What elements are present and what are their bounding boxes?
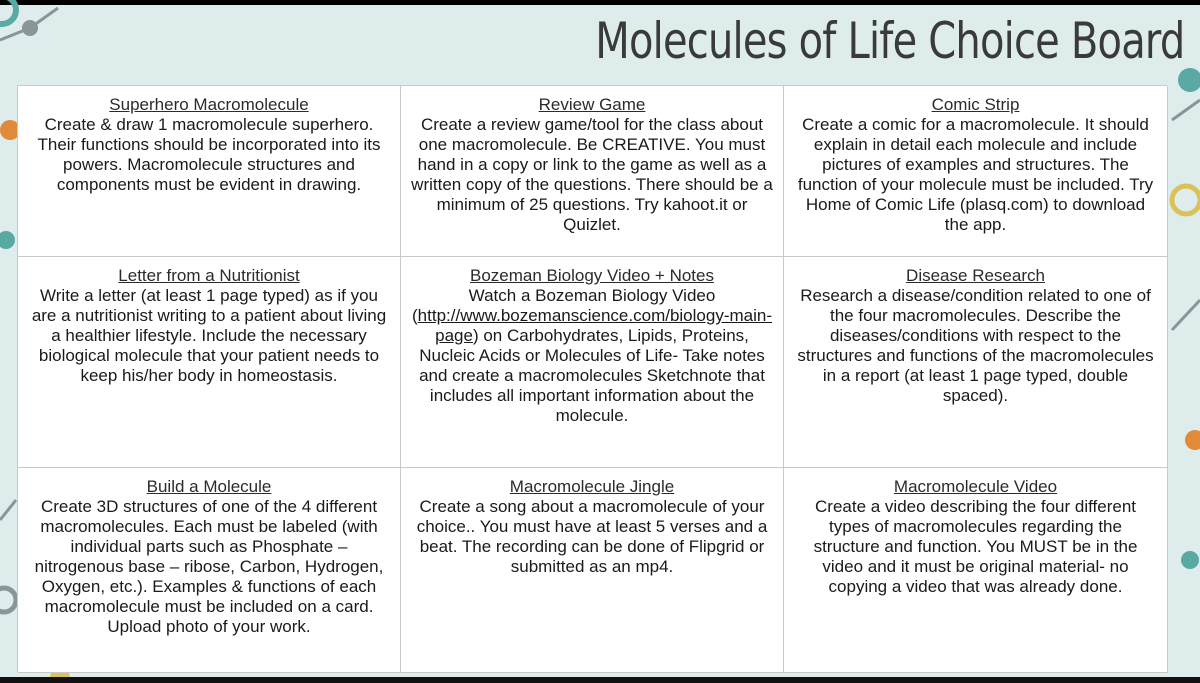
cell-body-after-link: ) on Carbohydrates, Lipids, Proteins, Nucleic Acids or Molecules of Life- Take notes and create a macromolecules Sketchnote that includes all important information about the molecule.: [419, 326, 765, 425]
cell-body: Create a video describing the four different types of macromolecules regarding the structure and function. You MUST be in the video and it must be original material- no copying a video that was already done.: [813, 497, 1138, 596]
cell-title: Letter from a Nutritionist: [118, 266, 300, 285]
choice-cell-macromolecule-video: [784, 468, 1168, 673]
cell-body: Research a disease/condition related to one of the four macromolecules. Describe the diseases/conditions with respect to the structures and functions of the macromolecules in a report (at least 1 page typed, double spaced).: [797, 286, 1154, 405]
choice-cell-bozeman-video: [401, 257, 784, 468]
cell-body: Create 3D structures of one of the 4 different macromolecules. Each must be labeled (with individual parts such as Phosphate – nitrogenous base – ribose, Carbon, Hydrogen, Oxygen, etc.). Examples & functions of each macromolecule must be included on a card. Upload photo of your work.: [34, 497, 384, 636]
bottom-border: [0, 677, 1200, 683]
cell-title: Build a Molecule: [146, 477, 272, 496]
cell-title: Macromolecule Jingle: [509, 477, 675, 496]
choice-cell-macromolecule-jingle: [401, 468, 784, 673]
choice-cell-build-a-molecule: [18, 468, 401, 673]
cell-title: Comic Strip: [931, 95, 1020, 114]
cell-body-before-link: Watch a Bozeman Biology Video (: [412, 286, 716, 325]
choice-cell-review-game: [401, 86, 784, 257]
cell-body: Create a song about a macromolecule of your choice.. You must have at least 5 verses and a beat. The recording can be done of Flipgrid or submitted as an mp4.: [416, 497, 768, 576]
page-title: Molecules of Life Choice Board: [594, 12, 1184, 70]
cell-body: Create a review game/tool for the class about one macromolecule. Be CREATIVE. You must hand in a copy or link to the game as well as a written copy of the questions. There should be a minimum of 25 questions. Try kahoot.it or Quizlet.: [411, 115, 773, 234]
cell-body: Create a comic for a macromolecule. It should explain in detail each molecule and include pictures of examples and structures. The function of your molecule must be included. Try Home of Comic Life (plasq.com) to download the app.: [797, 115, 1154, 234]
choice-cell-letter-from-nutritionist: [18, 257, 401, 468]
cell-title: Macromolecule Video: [893, 477, 1058, 496]
bozeman-science-link[interactable]: http://www.bozemanscience.com/biology-main-page: [417, 306, 772, 345]
choice-board-grid: [17, 85, 1167, 672]
cell-title: Review Game: [538, 95, 646, 114]
choice-cell-superhero-macromolecule: [18, 86, 401, 257]
cell-body: [411, 286, 773, 426]
cell-body: Write a letter (at least 1 page typed) as if you are a nutritionist writing to a patient about living a healthier lifestyle. Include the necessary biological molecule that your patient needs to keep his/her body in homeostasis.: [31, 286, 387, 385]
cell-title: Bozeman Biology Video + Notes: [470, 266, 714, 285]
cell-body: Create & draw 1 macromolecule superhero. Their functions should be incorporated into its powers. Macromolecule structures and components must be evident in drawing.: [37, 115, 381, 194]
choice-cell-disease-research: [784, 257, 1168, 468]
choice-cell-comic-strip: [784, 86, 1168, 257]
cell-title: Superhero Macromolecule: [109, 95, 309, 114]
cell-title: Disease Research: [906, 266, 1045, 285]
